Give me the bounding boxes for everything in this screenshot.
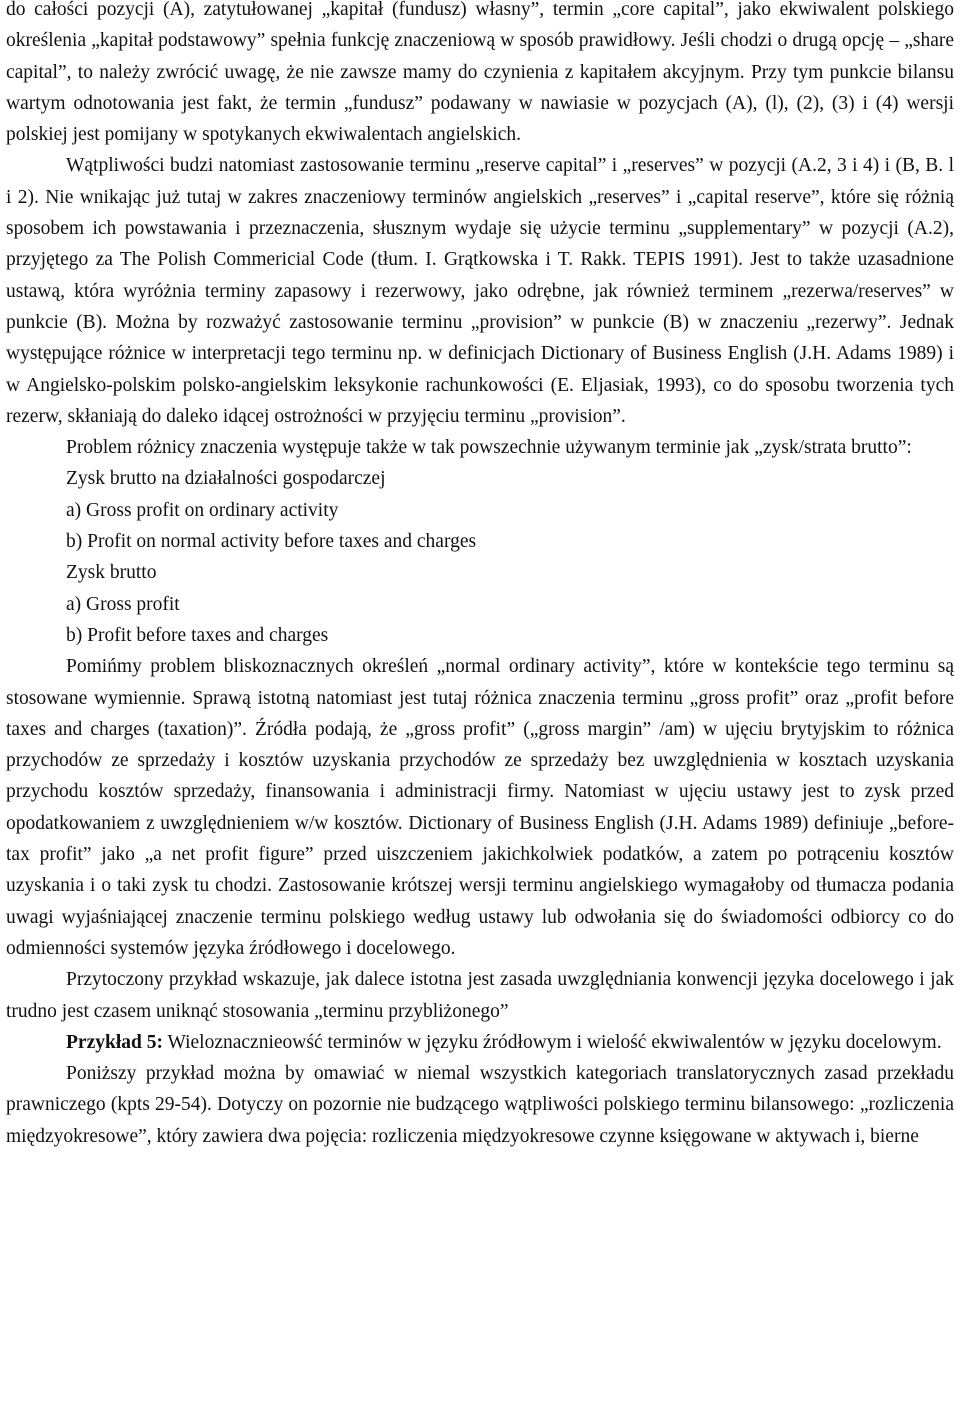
list-item: Zysk brutto na działalności gospodarczej — [66, 468, 386, 490]
list-item: b) Profit on normal activity before taxes and charges — [66, 531, 477, 553]
paragraph-3: Problem różnicy znaczenia występuje także w tak powszechnie używanym terminie jak „zysk/strata brutto”: — [66, 437, 912, 459]
list-item: Zysk brutto — [66, 562, 157, 584]
paragraph-2: Wątpliwości budzi natomiast zastosowanie terminu „reserve capital” i „reserves” w pozycji (A.2, 3 i 4) i (B, B. l i 2). Nie wnikając już tutaj w zakres znaczeniowy terminów angielskich „reserves” i „capital reserve”, które się różnią sposobem ich powstawania i przeznaczenia, słusznym wydaje się użycie terminu „supplementary” w pozycji (A.2), przyjętego za The Polish Commericial Code (tłum. I. Grątkowska i T. Rakk. TEPIS 1991). Jest to także uzasadnione ustawą, która wyróżnia terminy zapasowy i rezerwowy, jako odrębne, jak również terminem „rezerwa/reserves” w punkcie (B). Można by rozważyć zastosowanie terminu „provision” w punkcie (B) w znaczeniu „rezerwy”. Jednak występujące różnice w interpretacji tego terminu np. w definicjach Dictionary of Business English (J.H. Adams 1989) i w Angielsko-polskim polsko-angielskim leksykonie rachunkowości (E. Eljasiak, 1993), co do sposobu tworzenia tych rezerw, skłaniają do daleko idącej ostrożności w przyjęciu terminu „provision”. — [6, 155, 954, 427]
paragraph-4: Pomińmy problem bliskoznacznych określeń „normal ordinary activity”, które w kontekście tego terminu są stosowane wymiennie. Sprawą istotną natomiast jest tutaj różnica znaczenia terminu „gross profit” oraz „profit before taxes and charges (taxation)”. Źródła podają, że „gross profit” („gross margin” /am) w ujęciu brytyjskim to różnica przychodów ze sprzedaży i kosztów uzyskania przychodów ze sprzedaży bez uwzględnienia w kosztach uzyskania przychodu kosztów sprzedaży, finansowania i administracji firmy. Natomiast w ujęciu ustawy jest to zysk przed opodatkowaniem z uwzględnieniem w/w kosztów. Dictionary of Business English (J.H. Adams 1989) definiuje „before-tax profit” jako „a net profit figure” przed uiszczeniem jakichkolwiek podatków, a zatem po potrąceniu kosztów uzyskania i o taki zysk tu chodzi. Zastosowanie krótszej wersji terminu angielskiego wymagałoby od tłumacza podania uwagi wyjaśniającej znaczenie terminu polskiego według ustawy lub odwołania się do świadomości odbiorcy co do odmienności systemów języka źródłowego i docelowego. — [6, 656, 954, 959]
list-item: a) Gross profit on ordinary activity — [66, 499, 339, 521]
example-heading — [6, 1027, 954, 1058]
example-description: Wieloznacznieowść terminów w języku źródłowym i wielość ekwiwalentów w języku docelowym. — [162, 1031, 942, 1053]
list-item: b) Profit before taxes and charges — [66, 624, 329, 646]
paragraph-5: Przytoczony przykład wskazuje, jak dalece istotna jest zasada uwzględniania konwencji języka docelowego i jak trudno jest czasem uniknąć stosowania „terminu przybliżonego” — [6, 969, 954, 1022]
paragraph-1: do całości pozycji (A), zatytułowanej „kapitał (fundusz) własny”, termin „core capital”, jako ekwiwalent polskiego określenia „kapitał podstawowy” spełnia funkcję znaczeniową w sposób prawidłowy. Jeśli chodzi o drugą opcję – „share capital”, to należy zwrócić uwagę, że nie zawsze mamy do czynienia z kapitałem akcyjnym. Przy tym punkcie bilansu wartym odnotowania jest fakt, że termin „fundusz” podawany w nawiasie w pozycjach (A), (l), (2), (3) i (4) wersji polskiej jest pomijany w spotykanych ekwiwalentach angielskich. — [6, 0, 954, 146]
example-label: Przykład 5: — [66, 1031, 163, 1053]
list-item: a) Gross profit — [66, 593, 180, 615]
paragraph-7: Poniższy przykład można by omawiać w niemal wszystkich kategoriach translatorycznych zasad przekładu prawniczego (kpts 29-54). Dotyczy on pozornie nie budzącego wątpliwości polskiego terminu bilansowego: „rozliczenia międzyokresowe”, który zawiera dwa pojęcia: rozliczenia międzyokresowe czynne księgowane w aktywach i, bierne — [6, 1063, 954, 1147]
